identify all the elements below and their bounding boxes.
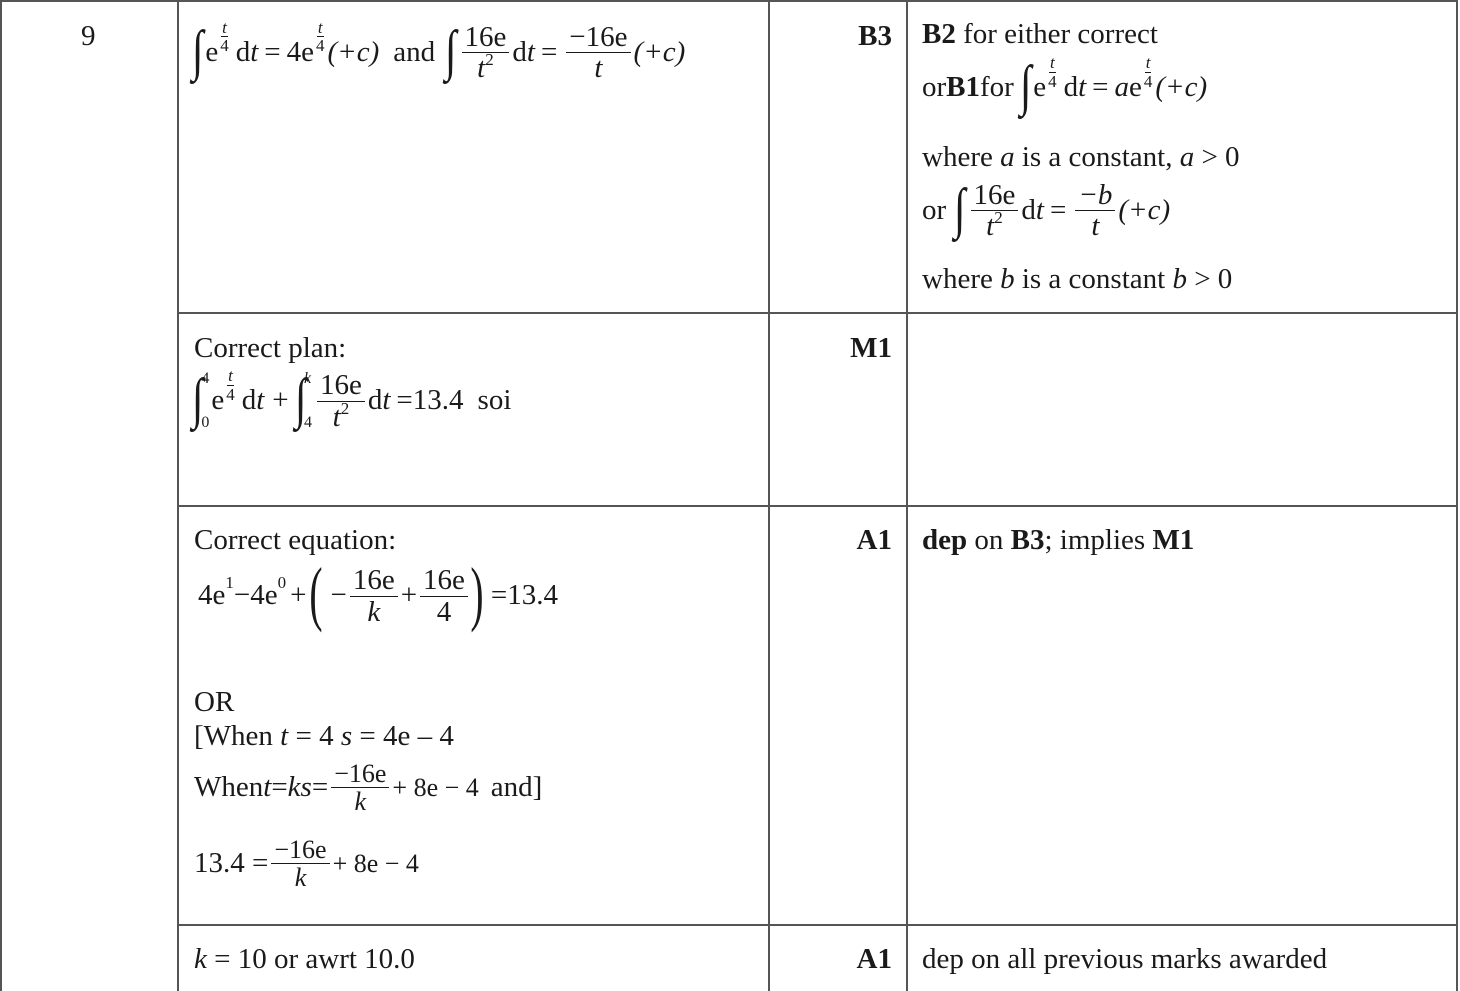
answer-row-3-when-t-4: [When t = 4 s = 4e – 4	[194, 720, 454, 752]
marks-row-1: B3	[858, 20, 892, 52]
fraction-neg16e-over-t: $\frac{-16e}{t}$	[566, 22, 630, 84]
exponent-fraction: $\frac{t}{4}$	[1143, 52, 1153, 91]
right-paren: )	[470, 553, 484, 633]
answer-row-2-heading: Correct plan:	[194, 332, 347, 364]
fraction-16e-over-4: $\frac{16e}{4}$	[420, 565, 468, 627]
integral-sign: ∫	[954, 177, 966, 240]
fraction-negb-over-t: $\frac{-b}{t}$	[1075, 180, 1115, 242]
table-border-top	[0, 0, 1458, 2]
integral-sign: ∫	[191, 368, 204, 430]
answer-row-2-plan: ∫ 4 0 e $\frac{t}{4}$ d t + ∫ k 4 $\frac{16e}{t^2}$ d t =13.4 soi	[191, 365, 512, 433]
left-paren: (	[309, 553, 324, 633]
integral-sign: ∫	[1019, 55, 1032, 117]
answer-row-3-or: OR	[194, 686, 235, 718]
guidance-row-1-line-1: B2 for either correct	[922, 18, 1158, 50]
table-divider	[768, 0, 770, 991]
row-divider	[177, 312, 1458, 314]
answer-row-3-when-t-k: When t = k s = $\frac{-16e}{k}$ + 8e − 4 and]	[194, 759, 543, 817]
row-divider	[177, 505, 1458, 507]
exponent-fraction: $\frac{t}{4}$	[226, 365, 235, 404]
table-border-right	[1456, 0, 1458, 991]
guidance-row-4: dep on all previous marks awarded	[922, 943, 1328, 975]
guidance-row-1-line-5: where b is a constant b > 0	[922, 263, 1233, 295]
table-divider	[177, 0, 179, 991]
fraction-neg16e-over-k: $\frac{-16e}{k}$	[271, 836, 329, 892]
exponent-fraction: $\frac{t}{4}$	[220, 17, 229, 56]
answer-row-4: k = 10 or awrt 10.0	[194, 943, 415, 975]
table-divider	[906, 0, 908, 991]
integral-sign: ∫	[294, 368, 307, 430]
fraction-16e-over-t2: $\frac{16e}{t^2}$	[317, 370, 365, 432]
fraction-neg16e-over-k: $\frac{-16e}{k}$	[331, 760, 389, 816]
answer-row-3-final: 13.4 = $\frac{-16e}{k}$ + 8e − 4	[194, 835, 419, 893]
row-divider	[177, 924, 1458, 926]
fraction-16e-over-k: $\frac{16e}{k}$	[350, 565, 398, 627]
marks-row-2: M1	[850, 332, 892, 364]
guidance-row-1-line-3: where a is a constant, a > 0	[922, 141, 1240, 173]
answer-row-3-equation: 4e 1 − 4e 0 + ( − $\frac{16e}{k}$ + $\frac{16e}{4}$ ) =13.4	[198, 553, 559, 633]
answer-row-1-integrals: ∫ e $\frac{t}{4}$ d t = 4e $\frac{t}{4}$ (+c) and ∫ $\frac{16e}{t^2}$ d t = $\frac{-16e}{t}$ (+c)	[191, 17, 686, 85]
integral-sign: ∫	[191, 19, 204, 82]
guidance-row-1-line-2: or B1 for ∫ e $\frac{t}{4}$ d t = a e $\frac{t}{4}$ (+c)	[922, 52, 1208, 117]
exponent-fraction: $\frac{t}{4}$	[1048, 52, 1057, 91]
marks-row-4: A1	[856, 943, 892, 975]
guidance-row-1-line-4: or ∫ $\frac{16e}{t^2}$ d t = $\frac{-b}{t}$ (+c)	[922, 177, 1171, 243]
fraction-16e-over-t2: $\frac{16e}{t^2}$	[462, 22, 510, 84]
table-border-left	[0, 0, 2, 991]
integral-limits: k 4	[303, 370, 312, 431]
fraction-16e-over-t2: $\frac{16e}{t^2}$	[971, 180, 1019, 242]
integral-limits: 4 0	[201, 370, 210, 431]
answer-row-3-heading: Correct equation:	[194, 524, 397, 556]
marks-row-3: A1	[856, 524, 892, 556]
integral-sign: ∫	[445, 19, 457, 82]
question-number: 9	[81, 20, 96, 52]
exponent-fraction: $\frac{t}{4}$	[316, 17, 325, 56]
guidance-row-3: dep on B3; implies M1	[922, 524, 1195, 556]
